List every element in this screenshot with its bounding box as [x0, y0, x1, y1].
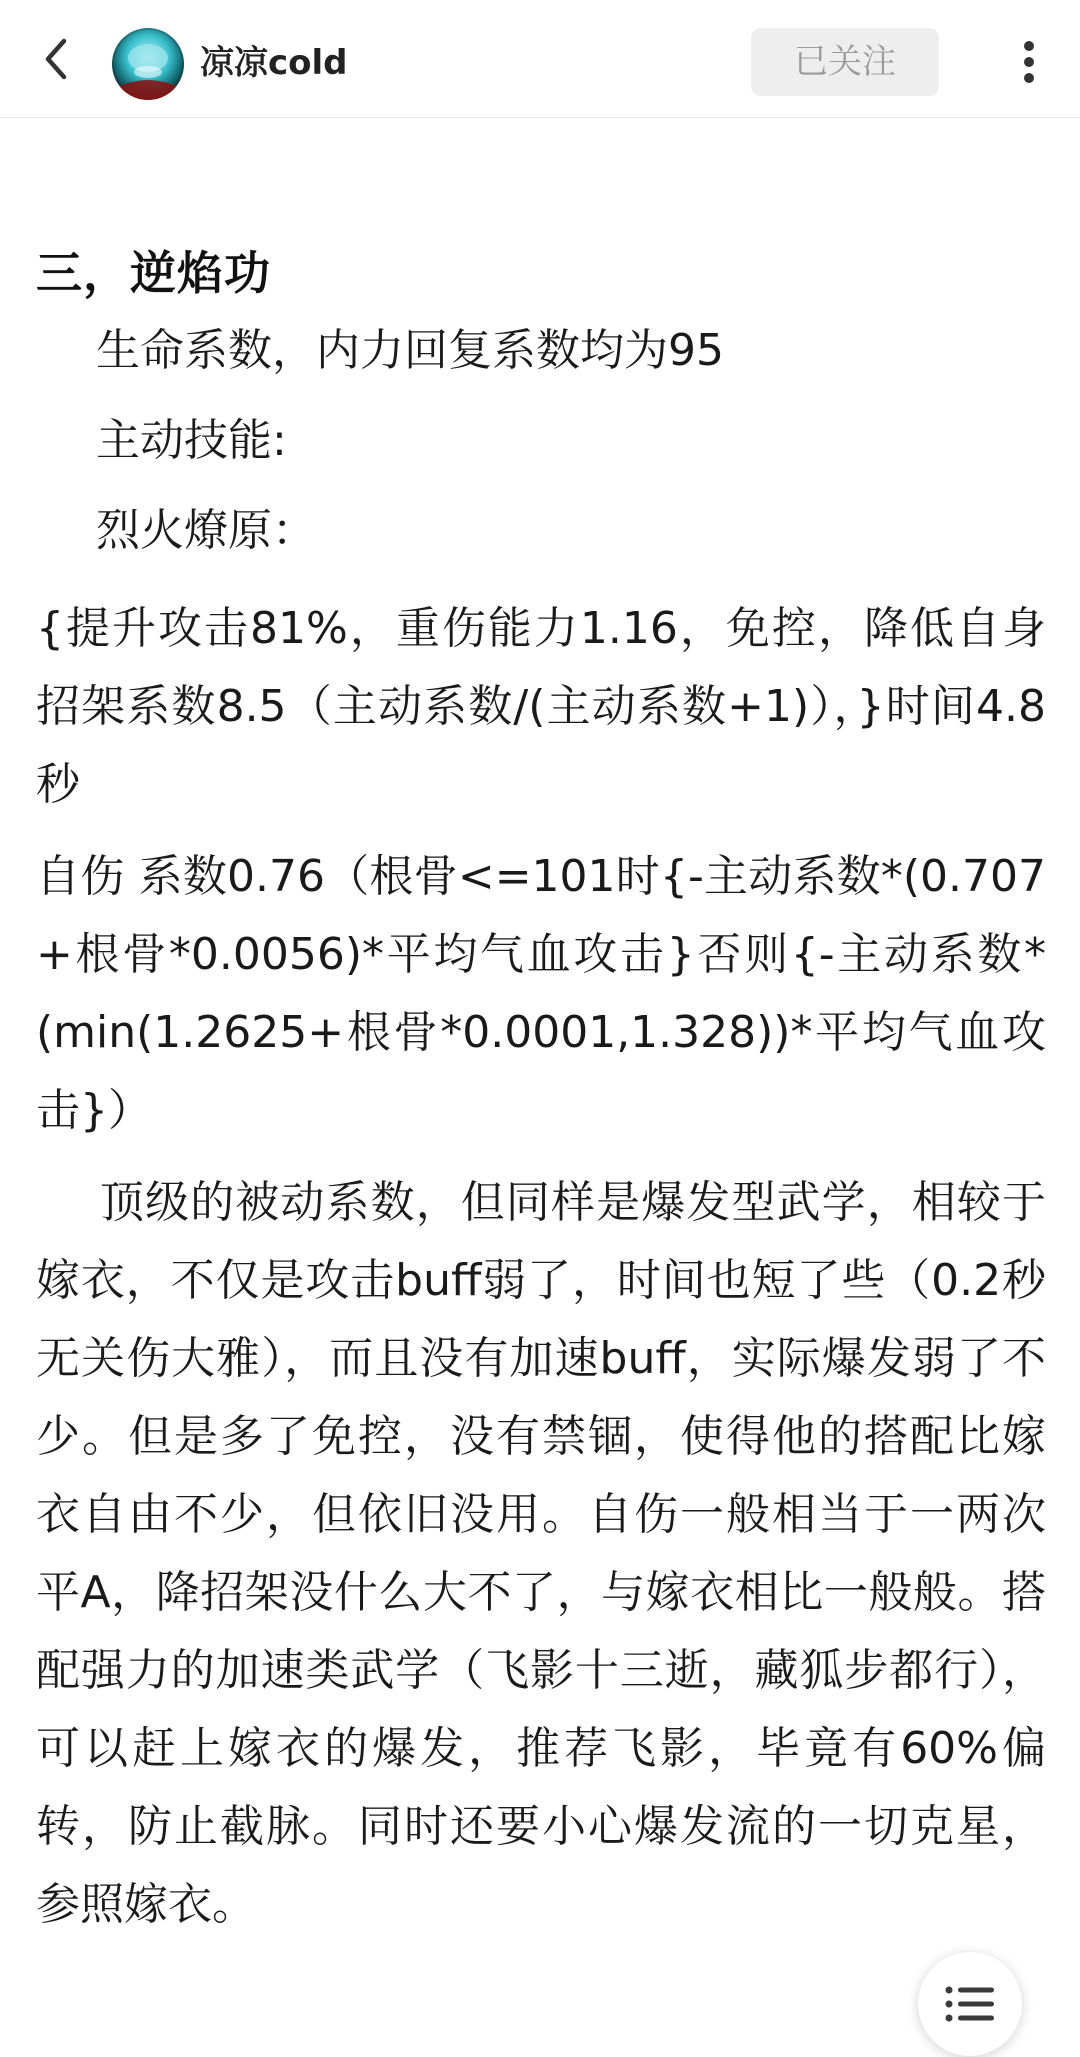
author-avatar[interactable] — [112, 28, 184, 100]
coefficient-line: 生命系数，内力回复系数均为95 — [96, 325, 724, 376]
active-skill-label: 主动技能: — [96, 415, 287, 466]
top-bar — [0, 0, 1080, 118]
more-options-button[interactable] — [1004, 24, 1054, 100]
table-of-contents-button[interactable] — [918, 1952, 1022, 2056]
follow-button[interactable]: 已关注 — [751, 28, 939, 96]
skill-name: 烈火燎原： — [96, 505, 316, 556]
section-title: 三，逆焰功 — [36, 246, 271, 300]
self-damage-paragraph: 自伤 系数0.76（根骨<=101时{-主动系数*(0.707+根骨*0.0056)*平均气血攻击}否则{-主动系数*(min(1.2625+根骨*0.0001,1.328))*平均气血攻击}） — [36, 851, 1046, 1136]
article-body — [36, 234, 1046, 1944]
back-button[interactable] — [24, 24, 88, 94]
author-name[interactable]: 凉凉cold — [200, 43, 348, 83]
back-arrow-icon — [40, 35, 72, 83]
avatar-image-icon — [112, 28, 184, 100]
list-icon — [944, 1984, 996, 2024]
skill-effect-paragraph: {提升攻击81%，重伤能力1.16，免控，降低自身招架系数8.5（主动系数/(主动系数+1)），}时间4.8秒 — [36, 603, 1046, 810]
analysis-paragraph: 顶级的被动系数，但同样是爆发型武学，相较于嫁衣，不仅是攻击buff弱了，时间也短了些（0.2秒无关伤大雅），而且没有加速buff，实际爆发弱了不少。但是多了免控，没有禁锢，使得他的搭配比嫁衣自由不少，但依旧没用。自伤一般相当于一两次平A，降招架没什么大不了，与嫁衣相比一般般。搭配强力的加速类武学（飞影十三逝，藏狐步都行），可以赶上嫁衣的爆发，推荐飞影，毕竟有60%偏转，防止截脉。同时还要小心爆发流的一切克星，参照嫁衣。 — [36, 1177, 1046, 1930]
more-vertical-icon — [1022, 38, 1036, 86]
